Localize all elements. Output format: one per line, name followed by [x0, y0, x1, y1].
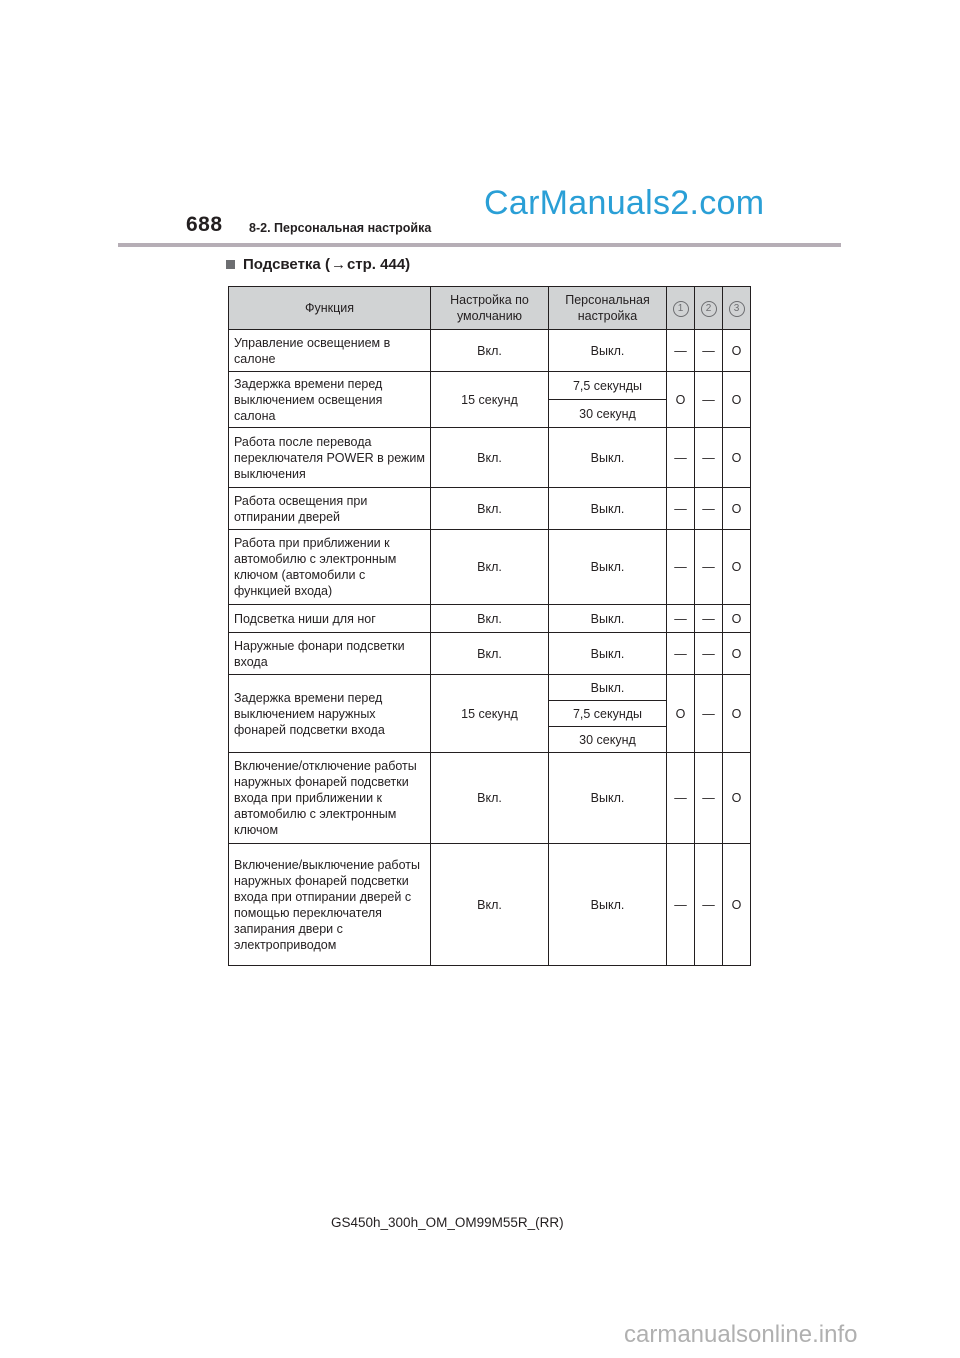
method-1-cell: —	[667, 753, 695, 844]
table-row	[229, 372, 751, 400]
method-3-cell: O	[723, 633, 751, 675]
method-1-cell: —	[667, 844, 695, 966]
table-row	[229, 488, 751, 530]
method-3-cell: O	[723, 372, 751, 428]
default-cell: Вкл.	[431, 844, 549, 966]
header-custom: Персональная настройка	[549, 287, 667, 330]
section-title: 8-2. Персональная настройка	[249, 221, 432, 235]
custom-cell: Выкл.	[549, 675, 667, 701]
arrow-right-icon: →	[330, 256, 346, 273]
default-cell: Вкл.	[431, 488, 549, 530]
header-divider	[118, 243, 841, 247]
method-2-cell: —	[695, 488, 723, 530]
method-3-cell: O	[723, 844, 751, 966]
header-method-2	[695, 287, 723, 330]
custom-cell: Выкл.	[549, 605, 667, 633]
custom-cell: Выкл.	[549, 488, 667, 530]
method-3-cell: O	[723, 675, 751, 753]
table-header-row	[229, 287, 751, 330]
circled-number-icon: 3	[729, 301, 745, 317]
default-cell: Вкл.	[431, 330, 549, 372]
header-method-1	[667, 287, 695, 330]
method-1-cell: —	[667, 605, 695, 633]
method-3-cell: O	[723, 488, 751, 530]
function-cell: Задержка времени перед выключением наружных фонарей подсветки входа	[229, 675, 431, 753]
custom-cell: Выкл.	[549, 330, 667, 372]
table-row	[229, 633, 751, 675]
method-2-cell: —	[695, 605, 723, 633]
function-cell: Наружные фонари подсветки входа	[229, 633, 431, 675]
subsection-title-prefix: Подсветка (	[243, 256, 330, 273]
custom-cell: 30 секунд	[549, 727, 667, 753]
function-cell: Задержка времени перед выключением освещения салона	[229, 372, 431, 428]
method-2-cell: —	[695, 844, 723, 966]
circled-number-icon: 2	[701, 301, 717, 317]
default-cell: Вкл.	[431, 753, 549, 844]
method-1-cell: O	[667, 675, 695, 753]
method-3-cell: O	[723, 530, 751, 605]
function-cell: Управление освещением в салоне	[229, 330, 431, 372]
method-3-cell: O	[723, 330, 751, 372]
method-2-cell: —	[695, 428, 723, 488]
default-cell: Вкл.	[431, 530, 549, 605]
method-1-cell: —	[667, 488, 695, 530]
header-default: Настройка по умолчанию	[431, 287, 549, 330]
square-bullet-icon	[226, 260, 235, 269]
table-row	[229, 844, 751, 966]
default-cell: 15 секунд	[431, 675, 549, 753]
page-number: 688	[186, 213, 223, 236]
default-cell: Вкл.	[431, 605, 549, 633]
method-1-cell: —	[667, 530, 695, 605]
settings-table	[228, 286, 751, 966]
custom-cell: 7,5 секунды	[549, 372, 667, 400]
method-2-cell: —	[695, 675, 723, 753]
custom-cell: Выкл.	[549, 753, 667, 844]
custom-cell: Выкл.	[549, 633, 667, 675]
function-cell: Работа при приближении к автомобилю с электронным ключом (автомобили с функцией входа)	[229, 530, 431, 605]
function-cell: Работа после перевода переключателя POWER в режим выключения	[229, 428, 431, 488]
custom-cell: Выкл.	[549, 844, 667, 966]
custom-cell: 30 секунд	[549, 400, 667, 428]
header-method-3	[723, 287, 751, 330]
table-row	[229, 330, 751, 372]
default-cell: Вкл.	[431, 428, 549, 488]
method-3-cell: O	[723, 605, 751, 633]
function-cell: Работа освещения при отпирании дверей	[229, 488, 431, 530]
function-cell: Включение/выключение работы наружных фонарей подсветки входа при отпирании дверей с помощью переключателя запирания двери с электроприводом	[229, 844, 431, 966]
method-1-cell: —	[667, 428, 695, 488]
method-1-cell: O	[667, 372, 695, 428]
method-1-cell: —	[667, 633, 695, 675]
method-2-cell: —	[695, 633, 723, 675]
method-2-cell: —	[695, 753, 723, 844]
table-row	[229, 753, 751, 844]
model-code-footer: GS450h_300h_OM_OM99M55R_(RR)	[331, 1215, 564, 1230]
function-cell: Включение/отключение работы наружных фонарей подсветки входа при приближении к автомобилю с электронным ключом	[229, 753, 431, 844]
circled-number-icon: 1	[673, 301, 689, 317]
table-row	[229, 530, 751, 605]
watermark-logo[interactable]: CarManuals2.com	[484, 184, 765, 222]
default-cell: Вкл.	[431, 633, 549, 675]
custom-cell: Выкл.	[549, 530, 667, 605]
default-cell: 15 секунд	[431, 372, 549, 428]
method-2-cell: —	[695, 330, 723, 372]
custom-cell: 7,5 секунды	[549, 701, 667, 727]
function-cell: Подсветка ниши для ног	[229, 605, 431, 633]
subsection-title-suffix: стр. 444)	[346, 256, 411, 273]
method-3-cell: O	[723, 753, 751, 844]
watermark-footer[interactable]: carmanualsonline.info	[624, 1321, 858, 1348]
table-row	[229, 428, 751, 488]
method-1-cell: —	[667, 330, 695, 372]
method-2-cell: —	[695, 372, 723, 428]
table-row	[229, 675, 751, 701]
method-3-cell: O	[723, 428, 751, 488]
subsection-heading	[226, 256, 410, 273]
table-row	[229, 605, 751, 633]
header-function: Функция	[229, 287, 431, 330]
method-2-cell: —	[695, 530, 723, 605]
custom-cell: Выкл.	[549, 428, 667, 488]
